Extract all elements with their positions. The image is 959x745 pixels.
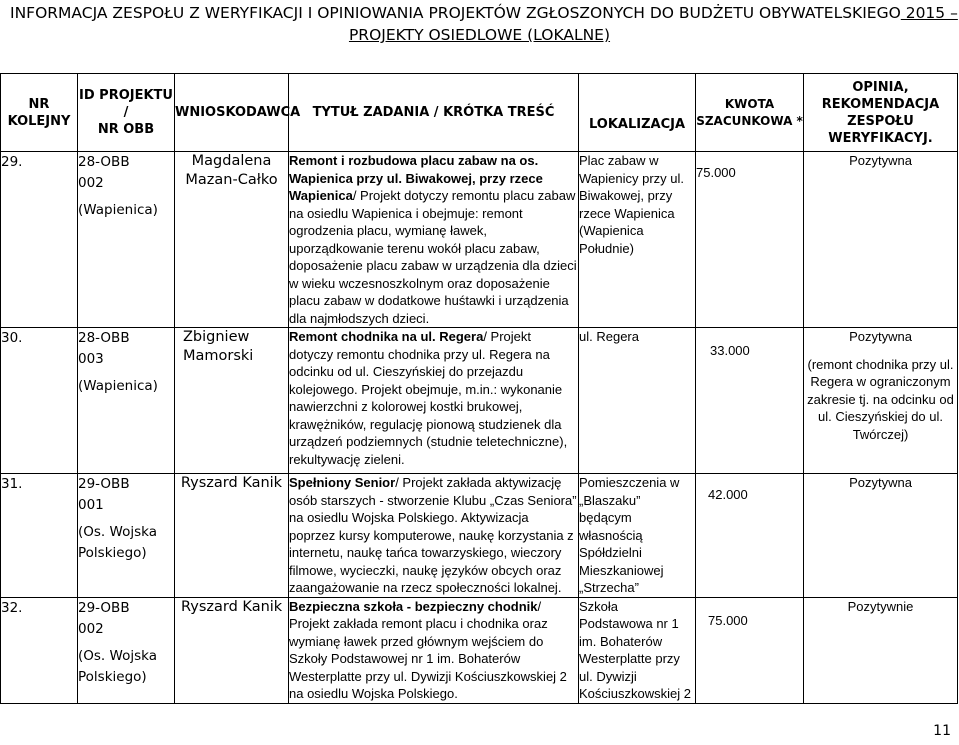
row-nr: 30. <box>1 328 78 474</box>
header-line-2: PROJEKTY OSIEDLOWE (LOKALNE) <box>348 26 611 44</box>
row-location: ul. Regera <box>579 328 696 474</box>
row-nr: 31. <box>1 474 78 598</box>
row-title: Remont chodnika na ul. Regera/ Projekt dotyczy remontu chodnika przy ul. Regera na odcinku od ul. Cieszyńskiej do przejazdu kolejowego. Projekt obejmuje, m.in.: wykonanie nawierzchni z kolorowej kostki brukowej, krawężników, regulację pionową studzienek dla urządzeń podziemnych (studnie teletechniczne), rekultywację zieleni. <box>289 328 579 474</box>
col-header-opinion: OPINIA, REKOMENDACJA ZESPOŁU WERYFIKACYJ. <box>804 74 958 152</box>
row-title: Remont i rozbudowa placu zabaw na os. Wapienica przy ul. Biwakowej, przy rzece Wapienica/ Projekt dotyczy remontu placu zabaw na osiedlu Wapienica i obejmuje: remont ogrodzenia placu, wymianę ławek, uporządkowanie terenu wokół placu zabaw, doposażenie placu zabaw w urządzenia dla dzieci w wieku wczesnoszkolnym oraz doposażenie placu zabaw w dodatkowe huśtawki i urządzenia dla najmłodszych dzieci. <box>289 153 577 326</box>
col-header-nr: NR KOLEJNY <box>1 74 78 152</box>
header-title-main: INFORMACJA ZESPOŁU Z WERYFIKACJI I OPINIOWANIA PROJEKTÓW ZGŁOSZONYCH DO BUDŻETU OBYWATELSKIEGO <box>10 4 901 22</box>
row-nr: 29. <box>1 152 78 328</box>
header-title-year: 2015 – <box>900 4 958 22</box>
row-opinion-note: (remont chodnika przy ul. Regera w ograniczonym zakresie tj. na odcinku od ul. Cieszyńskiej do ul. Twórczej) <box>807 356 954 442</box>
table-row <box>1 328 958 474</box>
col-header-applicant: WNIOSKODAWCA <box>175 74 289 152</box>
row-nr: 32. <box>1 597 78 703</box>
row-applicant: Ryszard Kanik <box>175 597 289 703</box>
row-project-id: 29-OBB 002 (Os. Wojska Polskiego) <box>78 597 175 703</box>
row-opinion: Pozytywna <box>804 152 958 328</box>
row-project-id: 28-OBB 002 (Wapienica) <box>78 152 175 328</box>
col-header-title: TYTUŁ ZADANIA / KRÓTKA TREŚĆ <box>289 74 579 152</box>
row-amount: 33.000 <box>696 328 804 474</box>
col-header-location: LOKALIZACJA <box>579 74 696 152</box>
row-title: Spełniony Senior/ Projekt zakłada aktywizację osób starszych - stworzenie Klubu „Czas Seniora” na osiedlu Wojska Polskiego. Aktywizacja poprzez kursy komputerowe, naukę korzystania z internetu, naukę tańca towarzyskiego, wieczory filmowe, wycieczki, naukę języków obcych oraz zaangażowanie na rzecz społeczności lokalnej. <box>289 475 577 595</box>
row-amount: 75.000 <box>696 597 804 703</box>
table-row <box>1 474 958 598</box>
table-header-row <box>1 74 958 152</box>
row-applicant: Ryszard Kanik <box>175 474 289 598</box>
col-header-amount: KWOTA SZACUNKOWA * <box>696 74 804 152</box>
row-title: Bezpieczna szkoła - bezpieczny chodnik/ Projekt zakłada remont placu i chodnika oraz wymianę ławek przed głównym wejściem do Szkoły Podstawowej nr 1 im. Bohaterów Westerplatte przy ul. Dywizji Kościuszkowskiej 2 na osiedlu Wojska Polskiego. <box>289 597 579 703</box>
row-location: Pomieszczenia w „Blaszaku” będącym własnością Spółdzielni Mieszkaniowej „Strzecha” <box>579 474 696 598</box>
row-applicant: Zbigniew Mamorski <box>175 328 289 474</box>
row-opinion: Pozytywna <box>804 474 958 598</box>
table-row <box>1 152 958 328</box>
row-opinion: Pozytywna (remont chodnika przy ul. Regera w ograniczonym zakresie tj. na odcinku od ul. Cieszyńskiej do ul. Twórczej) <box>804 328 958 474</box>
page-number: 11 <box>933 723 951 739</box>
table-row <box>1 597 958 703</box>
row-applicant: Magdalena Mazan-Całko <box>175 152 289 328</box>
row-location: Plac zabaw w Wapienicy przy ul. Biwakowej, przy rzece Wapienica (Wapienica Południe) <box>579 152 696 328</box>
header-line-1 <box>10 2 958 24</box>
projects-table <box>0 73 958 704</box>
row-amount: 42.000 <box>696 474 804 598</box>
row-location: Szkoła Podstawowa nr 1 im. Bohaterów Westerplatte przy ul. Dywizji Kościuszkowskiej 2 <box>579 597 696 703</box>
row-amount: 75.000 <box>696 152 804 328</box>
col-header-id: ID PROJEKTU / NR OBB <box>78 74 175 152</box>
row-project-id: 28-OBB 003 (Wapienica) <box>78 328 175 474</box>
row-opinion: Pozytywnie <box>804 597 958 703</box>
row-project-id: 29-OBB 001 (Os. Wojska Polskiego) <box>78 474 175 598</box>
